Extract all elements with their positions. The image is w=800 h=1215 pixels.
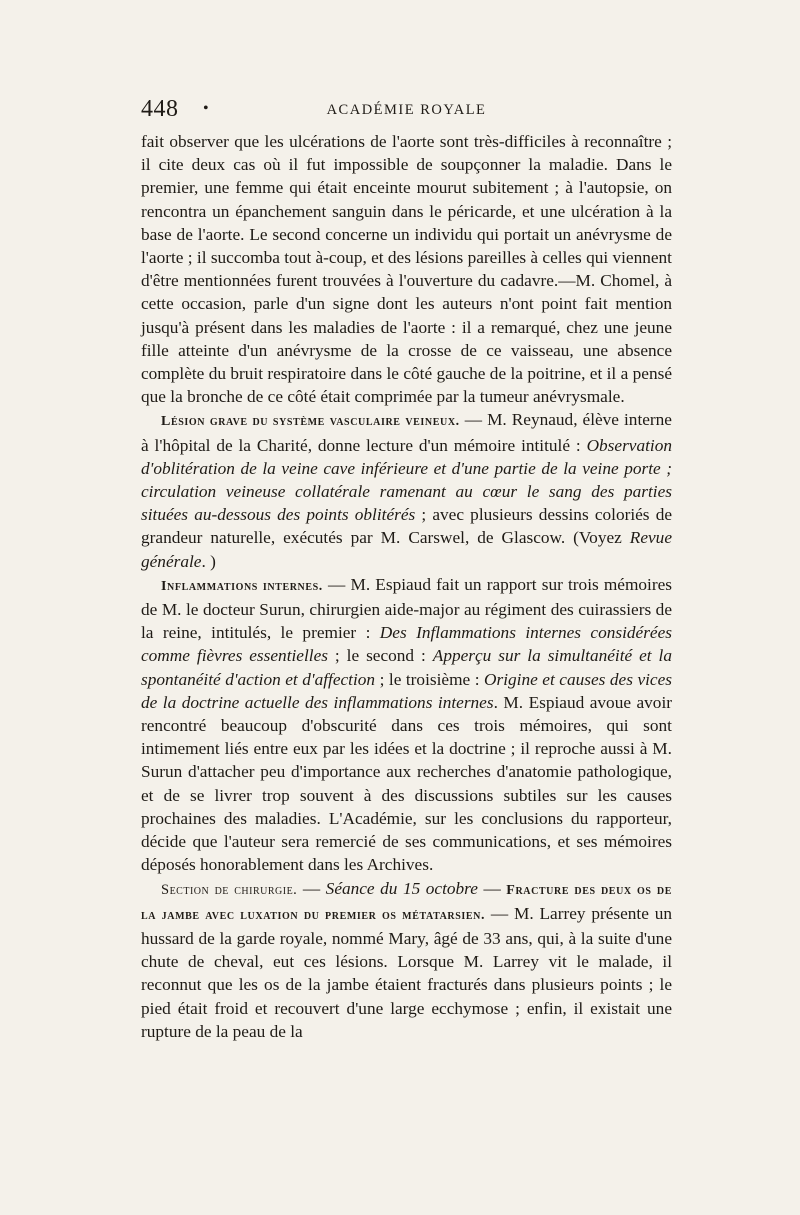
text-segment: — [477, 878, 507, 898]
memoir-title: Observation d'oblitération de la veine cave inférieure et d'une partie de la veine porte ; circulation veineuse collatérale ramenant au cœur le sang des parties situées au-dessous des points oblitérés [141, 435, 672, 525]
page-body [141, 130, 672, 1043]
text-segment: — M. Espiaud fait un rapport sur trois mémoires de M. le docteur Surun, chirurgien aide-major au régiment des cuirassiers de la reine, intitulés, le premier : [141, 574, 673, 643]
paragraph-chirurgie [141, 877, 672, 1043]
header-dot: • [203, 100, 209, 117]
text-segment: — [297, 878, 326, 898]
page-header [141, 96, 672, 130]
memoir-title-3: Origine et causes des vices de la doctrine actuelle des inflammations internes [141, 669, 672, 712]
text-segment: ; avec plusieurs dessins coloriés de grandeur naturelle, exécutés par M. Carswel, de Glascow. (Voyez [141, 505, 673, 548]
text-segment: . M. Espiaud avoue avoir rencontré beaucoup d'obscurité dans ces trois mémoires, qui sont intimement liés entre eux par les idées et la doctrine ; il reproche aussi à M. Surun d'attacher peu d'importance aux recherches d'anatomie pathologique, et de se livrer trop souvent à des discussions subtiles sur les causes prochaines des maladies. L'Académie, sur les conclusions du rapporteur, décide que l'auteur sera remercié de ses communications, et ses mémoires déposés honorablement dans les Archives. [141, 692, 673, 875]
memoir-title-1: Des Inflammations internes considérées comme fièvres essentielles [141, 623, 672, 666]
running-head: ACADÉMIE ROYALE [326, 102, 487, 118]
section-heading-lesion: Lésion grave du système vasculaire veineux. [161, 414, 460, 430]
paragraph-aorte: fait observer que les ulcérations de l'aorte sont très-difficiles à reconnaître ; il cite deux cas où il fut impossible de soupçonner la maladie. Dans le premier, une femme qui était enceinte mourut subitement ; à l'autopsie, on rencontra un épanchement sanguin dans le péricarde, et une ulcération à la base de l'aorte. Le second concerne un individu qui portait un anévrysme de l'aorte ; il succomba tout à-coup, et des lésions pareilles à celles qui viennent d'être mentionnées furent trouvées à l'ouverture du cadavre.—M. Chomel, à cette occasion, parle d'un signe dont les auteurs n'ont point fait mention jusqu'à présent dans les maladies de l'aorte : il a remarqué, chez une jeune fille atteinte d'un anévrysme de la crosse de ce vaisseau, une absence complète du bruit respiratoire dans le côté gauche de la poitrine, et il a pensé que la bronche de ce côté était comprimée par la tumeur anévrysmale. [141, 132, 672, 407]
paragraph-lesion [141, 408, 672, 572]
text-segment: — M. Reynaud, élève interne à l'hôpital de la Charité, donne lecture d'un mémoire intitulé : [141, 410, 672, 455]
page-number: 448 [141, 96, 179, 122]
text-segment: ; le troisième : [375, 669, 485, 689]
paragraph-inflammations [141, 573, 672, 877]
section-heading-inflammations: Inflammations internes. [161, 578, 323, 594]
text-segment: ; le second : [327, 646, 433, 666]
memoir-title-2: Apperçu sur la simultanéité et la spontanéité d'action et d'affection [141, 646, 672, 689]
revue-reference: Revue générale [141, 528, 672, 571]
section-label-chirurgie: Section de chirurgie. [161, 881, 298, 898]
text-segment: — M. Larrey présente un hussard de la garde royale, nommé Mary, âgé de 33 ans, qui, à la suite d'une chute de cheval, eut ces lésions. Lorsque M. Larrey vit le malade, il reconnut que les os de la jambe étaient fracturés dans plusieurs points ; le pied était froid et recouvert d'une large ecchymose ; enfin, il existait une rupture de la peau de la [141, 903, 672, 1041]
seance-date: Séance du 15 octobre [325, 878, 478, 898]
text-segment: . ) [201, 551, 216, 571]
section-heading-fracture: Fracture des deux os de la jambe avec luxation du premier os métatarsien. [141, 882, 672, 923]
